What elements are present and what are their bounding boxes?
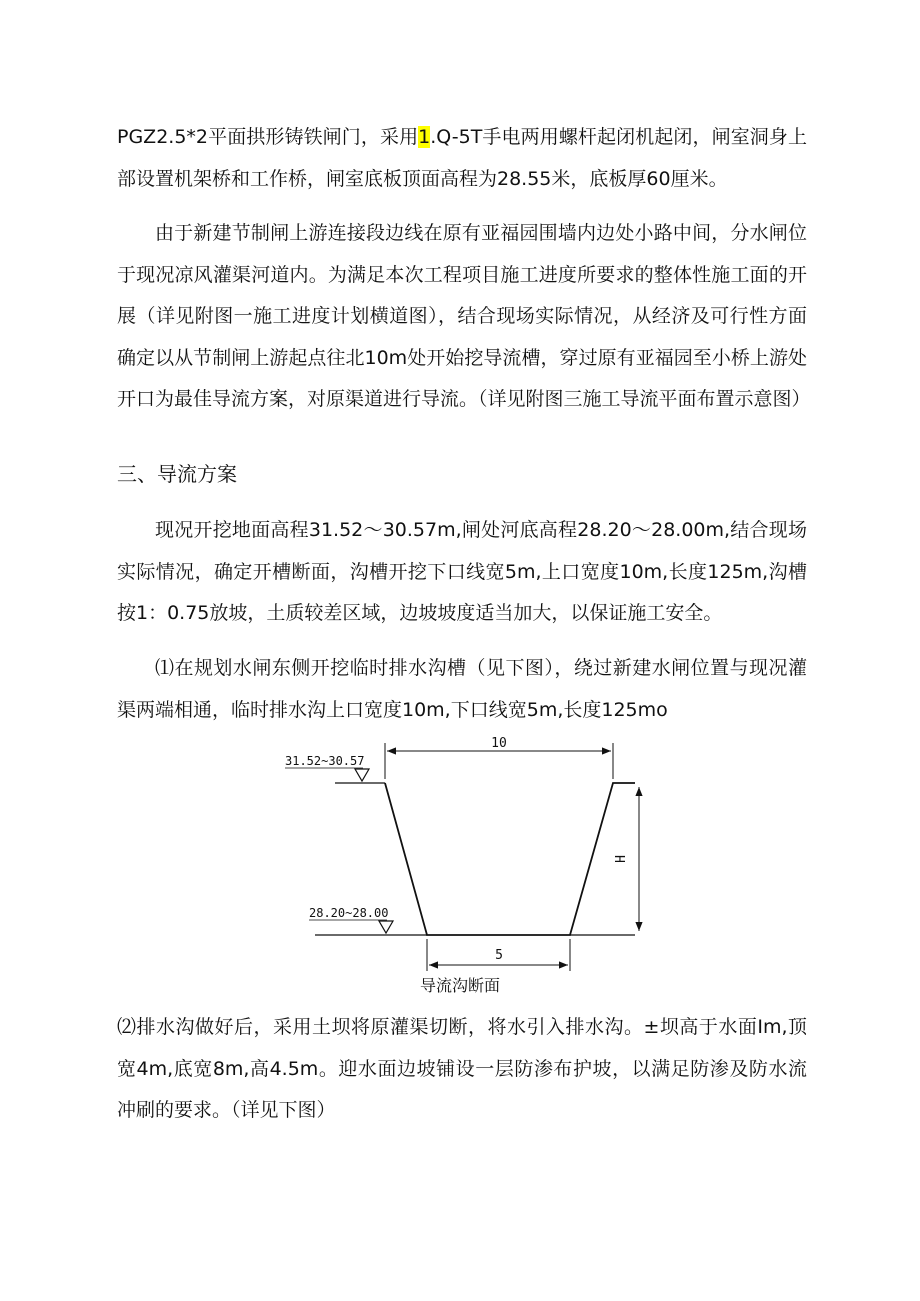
highlighted-text: 1 (418, 126, 431, 148)
trench-outline (385, 783, 635, 935)
top-width-label: 10 (491, 736, 507, 751)
paragraph-1-text-before: PGZ2.5*2平面拱形铸铁闸门，采用 (117, 126, 419, 148)
figure-caption: 导流沟断面 (420, 976, 501, 995)
trench-cross-section-diagram (275, 735, 655, 997)
paragraph-2: 由于新建节制闸上游连接段边线在原有亚福园围墙内边处小路中间，分水闸位于现况凉风灌渠河道内。为满足本次工程项目施工进度所要求的整体性施工面的开展（详见附图一施工进度计划横道图），结合现场实际情况，从经济及可行性方面确定以从节制闸上游起点往北10m处开始挖导流槽，穿过原有亚福园至小桥上游处开口为最佳导流方案，对原渠道进行导流。（详见附图三施工导流平面布置示意图） (117, 222, 811, 410)
paragraph-3: 现况开挖地面高程31.52～30.57m,闸处河底高程28.20～28.00m,结合现场实际情况，确定开槽断面，沟槽开挖下口线宽5m,上口宽度10m,长度125m,沟槽按1：0.75放坡，土质较差区域，边坡坡度适当加大，以保证施工安全。 (117, 519, 807, 624)
bottom-elevation-label: 28.20~28.00 (309, 906, 389, 920)
paragraph-1 (117, 117, 807, 200)
paragraph-1-text-after: .Q-5T手电两用螺杆起闭机起闭，闸室洞身上部设置机架桥和工作桥，闸室底板顶面高程为28.55米，底板厚60厘米。 (117, 126, 807, 190)
bottom-elevation-marker (379, 921, 393, 933)
top-elevation-marker (355, 769, 369, 781)
height-label: H (614, 855, 629, 863)
section-heading: 三、导流方案 (117, 462, 237, 486)
paragraph-4: ⑴在规划水闸东侧开挖临时排水沟槽（见下图），绕过新建水闸位置与现况灌渠两端相通，临时排水沟上口宽度10m,下口线宽5m,长度125mo (117, 657, 807, 721)
bottom-width-label: 5 (495, 948, 503, 963)
paragraph-5: ⑵排水沟做好后，采用土坝将原灌渠切断，将水引入排水沟。±坝高于水面Im,顶宽4m,底宽8m,高4.5m。迎水面边坡铺设一层防渗布护坡，以满足防渗及防水流冲刷的要求。（详见下图） (117, 1016, 807, 1121)
top-elevation-label: 31.52~30.57 (285, 754, 365, 768)
